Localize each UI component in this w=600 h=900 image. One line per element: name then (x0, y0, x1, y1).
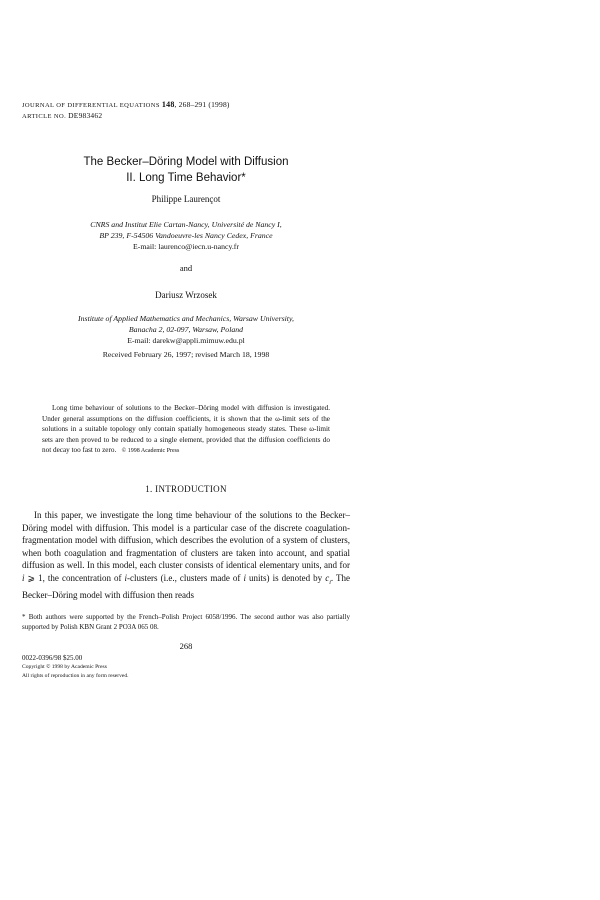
article-number: DE983462 (66, 111, 103, 120)
footnote: * Both authors were supported by the French–Polish Project 6058/1996. The second author was also partially supported by Polish KBN Grant 2 PO3A 065 08. (22, 613, 350, 631)
author-2-name: Dariusz Wrzosek (155, 290, 217, 300)
footer-copyright: Copyright © 1998 by Academic Press (22, 664, 107, 671)
page-footer (22, 654, 129, 682)
abstract-text: Long time behaviour of solutions to the Becker–Döring model with diffusion is investigated. Under general assumptions on the diffusion coefficients, it is shown that the ω-limit sets of the solutions in a suitable topology only contain spatially homogeneous steady states. These ω-limit sets are then proved to be reduced to a single element, provided that the diffusion coefficients do not decay too fast to zero. (42, 404, 330, 455)
author-1-affil-line-2: BP 239, F-54506 Vandoeuvre-les Nancy Cedex, France (99, 231, 273, 240)
footer-rights: All rights of reproduction in any form reserved. (22, 673, 129, 680)
body-text-geq: ⩾ 1, the concentration of (24, 572, 125, 583)
journal-name: JOURNAL OF DIFFERENTIAL EQUATIONS (22, 102, 160, 109)
author-1-name: Philippe Laurençot (151, 194, 221, 204)
body-text-b: -clusters (i.e., clusters made of (127, 572, 244, 583)
and-separator: and (179, 263, 193, 273)
title-line-2: II. Long Time Behavior* (126, 172, 246, 184)
body-paragraph (22, 509, 350, 602)
author-2-affil-line-1: Institute of Applied Mathematics and Mechanics, Warsaw University, (78, 314, 294, 323)
title-line-1: The Becker–Döring Model with Diffusion (83, 156, 289, 168)
var-i-2: i (124, 572, 128, 583)
body-text-a: In this paper, we investigate the long time behaviour of the solutions to the Becker–Döring model with diffusion. This model is a particular case of the discrete coagulation-fragmentation model with diffusion, which describes the evolution of a system of clusters, when both coagulation and fragmentation of clusters are taken into account, and spatial diffusion as well. In this model, each cluster consists of identical elementary units, and for (22, 510, 350, 571)
journal-volume: 148 (161, 100, 175, 109)
paper-title (0, 154, 372, 186)
body-text-c: units) is denoted by (245, 572, 326, 583)
author-2-affiliation (0, 313, 372, 346)
author-1-affil-line-1: CNRS and Institut Elie Cartan-Nancy, Université de Nancy I, (90, 220, 282, 229)
article-label: ARTICLE NO. (22, 113, 67, 120)
author-1-affiliation (0, 219, 372, 252)
abstract (42, 403, 330, 457)
journal-line (22, 100, 230, 111)
var-i-3: i (243, 572, 246, 583)
author-2-email: E-mail: darekw@appli.mimuw.edu.pl (127, 336, 245, 345)
footer-price: 0022-0396/98 $25.00 (22, 654, 83, 662)
var-c-subscript: i (329, 579, 331, 586)
var-c: c (325, 572, 330, 583)
body-text-d: . The Becker–Döring model with diffusion then reads (22, 572, 350, 601)
journal-pages-year: , 268–291 (1998) (174, 100, 230, 109)
received-dates: Received February 26, 1997; revised March 18, 1998 (102, 350, 270, 359)
journal-header (22, 100, 230, 122)
article-line (22, 111, 230, 122)
page-number: 268 (179, 641, 193, 651)
abstract-copyright: © 1998 Academic Press (121, 448, 180, 455)
author-1-email: E-mail: laurenco@iecn.u-nancy.fr (132, 242, 240, 251)
body-text (22, 509, 350, 602)
author-2-affil-line-2: Banacha 2, 02-097, Warsaw, Poland (128, 325, 244, 334)
section-heading: 1. INTRODUCTION (145, 484, 227, 494)
var-i: i (22, 572, 25, 583)
